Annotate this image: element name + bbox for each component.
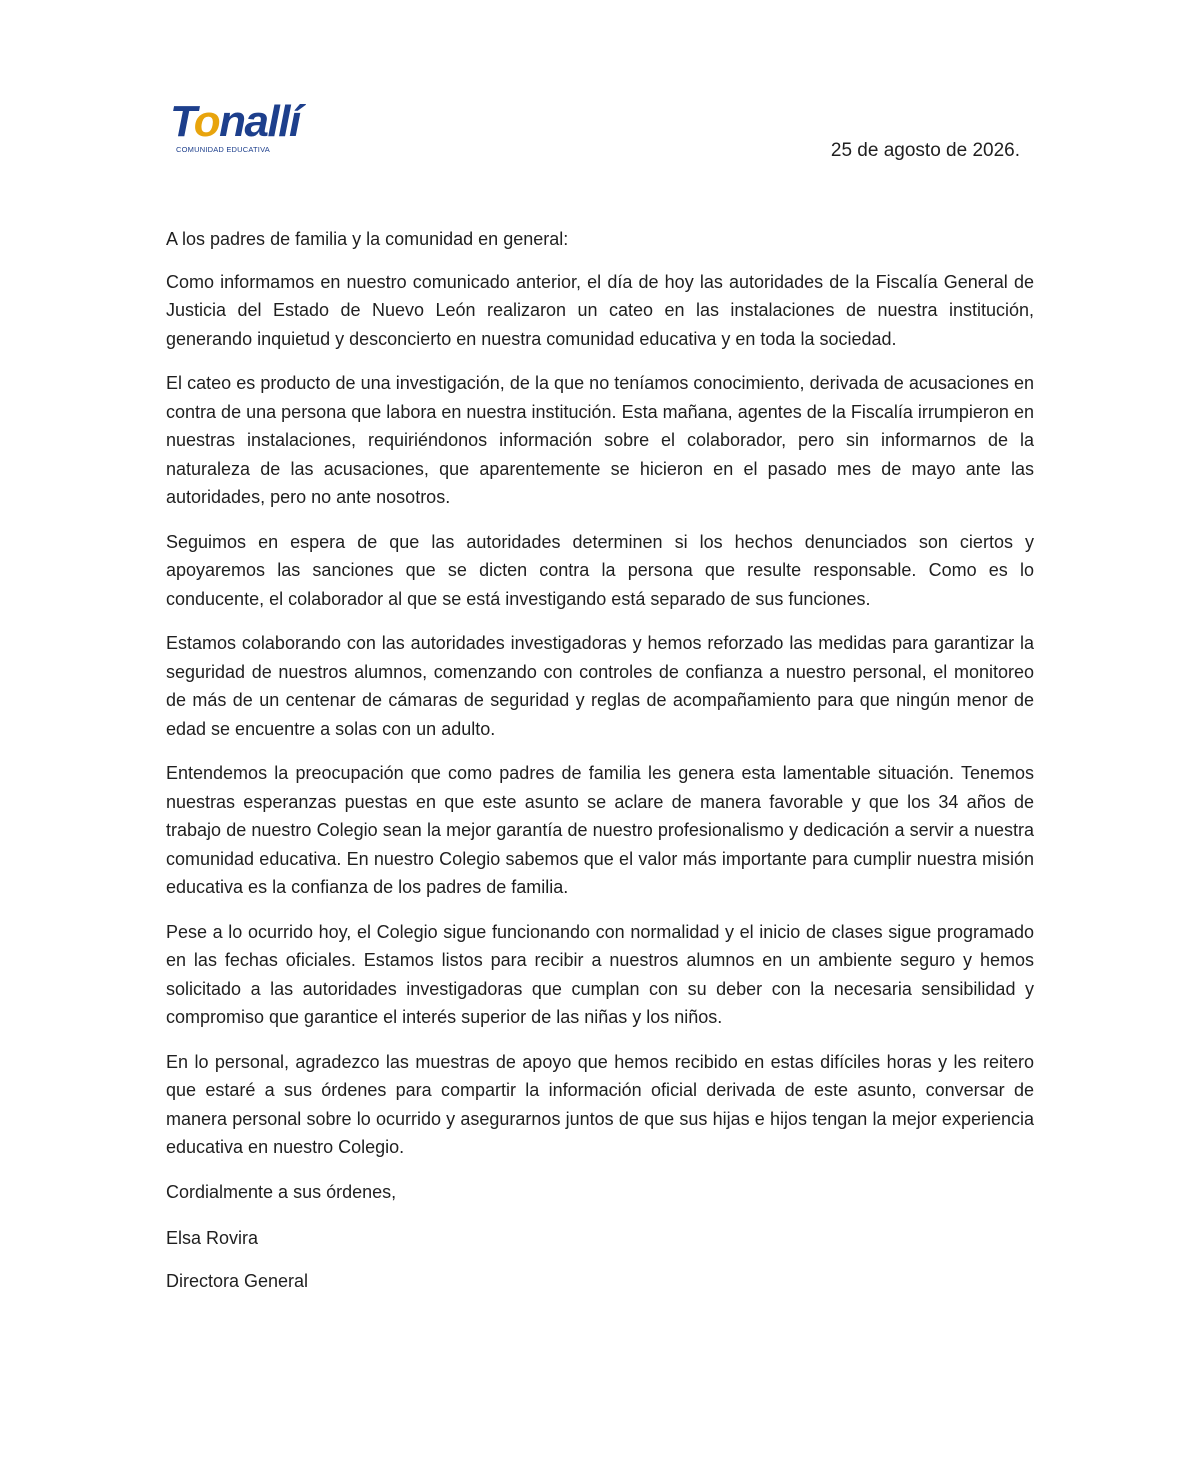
logo-wordmark (170, 97, 300, 146)
logo-letter-o: o (193, 97, 220, 146)
letter-paragraph: En lo personal, agradezco las muestras de apoyo que hemos recibido en estas difíciles horas y les reitero que estaré a sus órdenes para compartir la información oficial derivada de este asunto, conversar de manera personal sobre lo ocurrido y asegurarnos juntos de que sus hijas e hijos tengan la mejor experiencia educativa en nuestro Colegio. (166, 1051, 1034, 1157)
letter-greeting: A los padres de familia y la comunidad en general: (166, 229, 569, 249)
letter-paragraph: Estamos colaborando con las autoridades investigadoras y hemos reforzado las medidas para garantizar la seguridad de nuestros alumnos, comenzando con controles de confianza a nuestro personal, el monitoreo de más de un centenar de cámaras de seguridad y reglas de acompañamiento para que ningún menor de edad se encuentre a solas con un adulto. (166, 633, 1034, 739)
letter-paragraph: El cateo es producto de una investigación, de la que no teníamos conocimiento, derivada de acusaciones en contra de una persona que labora en nuestra institución. Esta mañana, agentes de la Fiscalía irrumpieron en nuestras instalaciones, requiriéndonos información sobre el colaborador, pero sin informarnos de la naturaleza de las acusaciones, que aparentemente se hicieron en el pasado mes de mayo ante las autoridades, pero no ante nosotros. (166, 373, 1034, 507)
logo-letter-t: T (170, 97, 194, 146)
logo-letters-end: nallí (219, 97, 300, 146)
letter-paragraph: Pese a lo ocurrido hoy, el Colegio sigue funcionando con normalidad y el inicio de clases sigue programado en las fechas oficiales. Estamos listos para recibir a nuestros alumnos en un ambiente seguro y hemos solicitado a las autoridades investigadoras que cumplan con su deber con la necesaria sensibilidad y compromiso que garantice el interés superior de las niñas y los niños. (166, 921, 1034, 1027)
letter-body (166, 225, 1034, 1295)
letter-paragraph: Entendemos la preocupación que como padres de familia les genera esta lamentable situación. Tenemos nuestras esperanzas puestas en que este asunto se aclare de manera favorable y que los 34 años de trabajo de nuestro Colegio sean la mejor garantía de nuestro profesionalismo y dedicación a servir a nuestra comunidad educativa. En nuestro Colegio sabemos que el valor más importante para cumplir nuestra misión educativa es la confianza de los padres de familia. (166, 763, 1034, 897)
letter-paragraph: Seguimos en espera de que las autoridades determinen si los hechos denunciados son ciertos y apoyaremos las sanciones que se dicten contra la persona que resulte responsable. Como es lo conducente, el colaborador al que se está investigando está separado de sus funciones. (166, 531, 1034, 609)
letter-date: 25 de agosto de 2026. (830, 140, 1020, 161)
signer-title: Directora General (166, 1270, 309, 1291)
logo-subtitle: COMUNIDAD EDUCATIVA (176, 145, 270, 154)
letter-paragraph: Como informamos en nuestro comunicado anterior, el día de hoy las autoridades de la Fiscalía General de Justicia del Estado de Nuevo León realizaron un cateo en las instalaciones de nuestra institución, generando inquietud y desconcierto en nuestra comunidad educativa y en toda la sociedad. (166, 271, 1034, 349)
signer-name: Elsa Rovira (166, 1228, 259, 1248)
school-logo (170, 97, 310, 160)
letter-closing: Cordialmente a sus órdenes, (166, 1181, 397, 1202)
